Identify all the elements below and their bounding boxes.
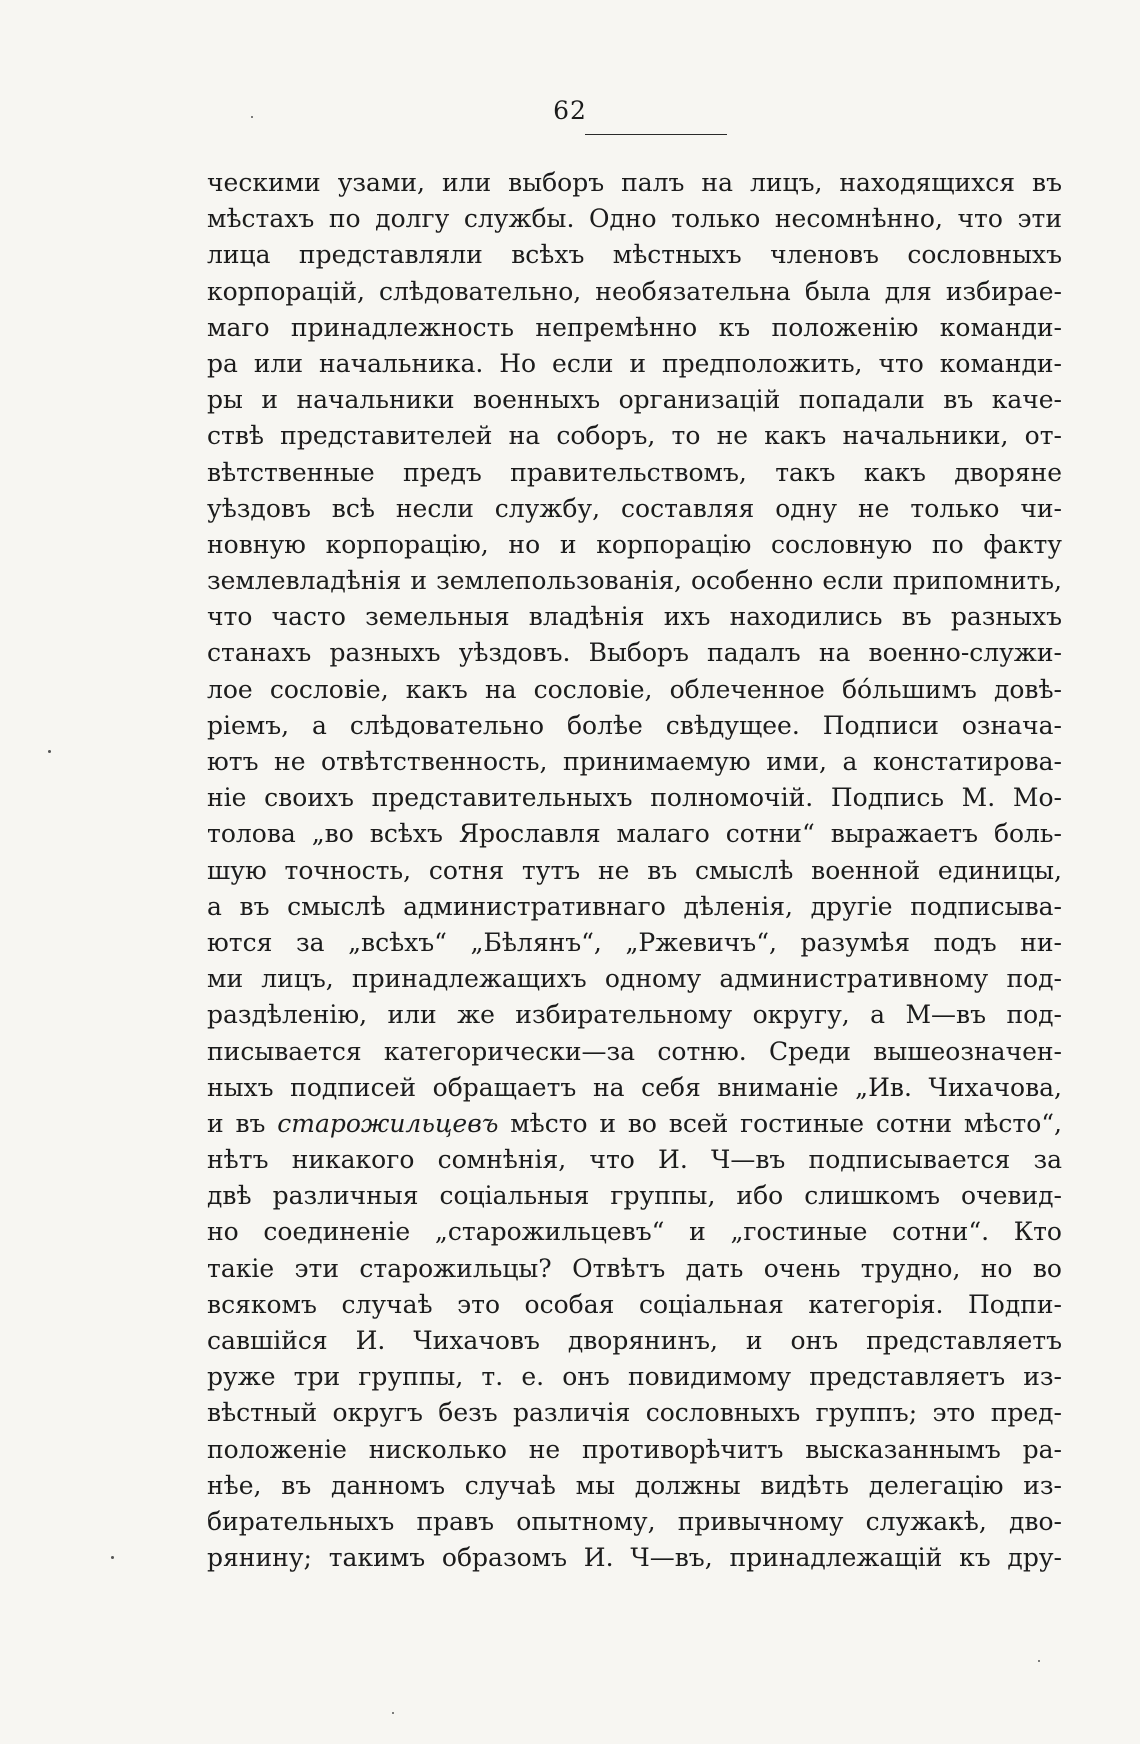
- text-line: новную корпорацію, но и корпорацію сословную по факту: [207, 529, 1062, 559]
- text-line: раздѣленію, или же избирательному округу, а М—въ под-: [207, 1000, 1062, 1030]
- text-line: двѣ различныя соціальныя группы, ибо слишкомъ очевид-: [207, 1181, 1062, 1211]
- text-line: уѣздовъ всѣ несли службу, составляя одну не только чи-: [207, 493, 1062, 523]
- text-line: ются за „всѣхъ“ „Бѣлянъ“, „Ржевичъ“, разумѣя подъ ни-: [207, 927, 1062, 957]
- text-line: корпорацій, слѣдовательно, необязательна была для избирае-: [207, 276, 1062, 306]
- text-line: савшійся И. Чихачовъ дворянинъ, и онъ представляетъ: [207, 1326, 1062, 1355]
- text-line: нѣтъ никакого сомнѣнія, что И. Ч—въ подписывается за: [207, 1145, 1062, 1175]
- text-line: толова „во всѣхъ Ярославля малаго сотни“ выражаетъ боль-: [207, 819, 1062, 849]
- text-line: а въ смыслѣ административнаго дѣленія, другіе подписыва-: [207, 891, 1062, 921]
- text-line: лое сословіе, какъ на сословіе, облеченное бо́льшимъ довѣ-: [207, 674, 1062, 704]
- text-line: ми лицъ, принадлежащихъ одному административному под-: [207, 964, 1062, 994]
- text-line: писывается категорически—за сотню. Среди вышеозначен-: [207, 1036, 1062, 1066]
- paper-speck: [251, 116, 253, 118]
- text-line: вѣстный округъ безъ различія сословныхъ группъ; это пред-: [207, 1398, 1062, 1428]
- text-line: ствѣ представителей на соборъ, то не какъ начальники, от-: [207, 421, 1062, 451]
- header-rule: [585, 134, 727, 135]
- text-line: ніе своихъ представительныхъ полномочій. Подпись М. Мо-: [207, 783, 1062, 813]
- text-line: вѣтственные предъ правительствомъ, такъ какъ дворяне: [207, 457, 1062, 487]
- text-line: землевладѣнія и землепользованія, особенно если припомнить,: [207, 566, 1062, 596]
- text-line: и въ старожильцевъ мѣсто и во всей гостиные сотни мѣсто“,: [207, 1108, 1062, 1138]
- italic-term: старожильцевъ: [277, 1108, 499, 1138]
- paper-speck: [48, 750, 51, 753]
- paper-speck: [111, 1556, 114, 1559]
- text-line: ческими узами, или выборъ палъ на лицъ, находящихся въ: [207, 168, 1062, 197]
- text-line: ры и начальники военныхъ организацій попадали въ каче-: [207, 385, 1062, 415]
- text-line: но соединеніе „старожильцевъ“ и „гостиные сотни“. Кто: [207, 1217, 1062, 1247]
- text-line: положеніе нисколько не противорѣчитъ высказаннымъ ра-: [207, 1434, 1062, 1464]
- text-line: лица представляли всѣхъ мѣстныхъ членовъ сословныхъ: [207, 240, 1062, 270]
- text-line: мѣстахъ по долгу службы. Одно только несомнѣнно, что эти: [207, 204, 1062, 234]
- body-text: [207, 165, 1062, 1576]
- text-line: рянину; такимъ образомъ И. Ч—въ, принадлежащій къ дру-: [207, 1543, 1062, 1573]
- text-line: всякомъ случаѣ это особая соціальная категорія. Подпи-: [207, 1289, 1062, 1319]
- text-line: станахъ разныхъ уѣздовъ. Выборъ падалъ на военно-служи-: [207, 638, 1062, 668]
- text-line: ныхъ подписей обращаетъ на себя вниманіе „Ив. Чихачова,: [207, 1072, 1062, 1102]
- text-line: такіе эти старожильцы? Отвѣтъ дать очень трудно, но во: [207, 1253, 1062, 1283]
- page-number: 62: [553, 96, 587, 125]
- text-line: руже три группы, т. е. онъ повидимому представляетъ из-: [207, 1362, 1062, 1392]
- text-line: ра или начальника. Но если и предположить, что команди-: [207, 348, 1062, 378]
- text-line: шую точность, сотня тутъ не въ смыслѣ военной единицы,: [207, 855, 1062, 885]
- text-line: ріемъ, а слѣдовательно болѣе свѣдущее. Подписи означа-: [207, 710, 1062, 740]
- text-line: ютъ не отвѣтственность, принимаемую ими, а констатирова-: [207, 747, 1062, 776]
- paper-speck: [1038, 1660, 1040, 1662]
- text-line: что часто земельныя владѣнія ихъ находились въ разныхъ: [207, 602, 1062, 632]
- paper-speck: [392, 1712, 394, 1714]
- text-line: нѣе, въ данномъ случаѣ мы должны видѣть делегацію из-: [207, 1470, 1062, 1500]
- text-line: бирательныхъ правъ опытному, привычному служакѣ, дво-: [207, 1506, 1062, 1536]
- text-line: маго принадлежность непремѣнно къ положенію команди-: [207, 312, 1062, 342]
